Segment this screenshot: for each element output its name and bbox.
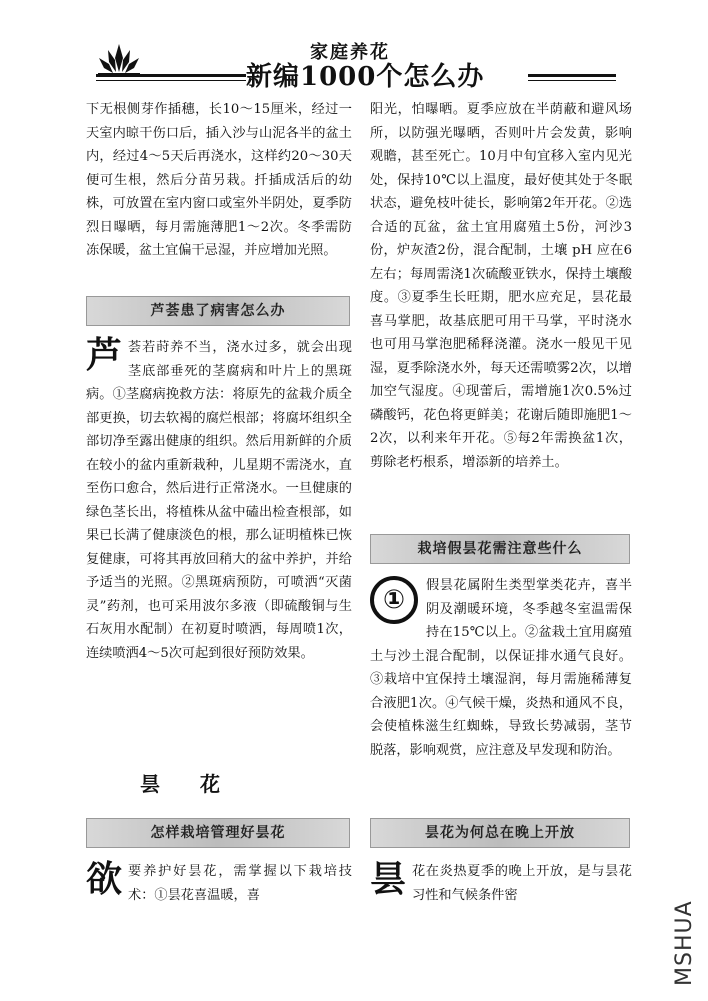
left-article-aloe [86,336,352,665]
paragraph: 要养护好昙花，需掌握以下栽培技术：①昙花喜温暖，喜 [128,864,352,903]
right-article-false-epiphyllum [370,574,632,762]
section-heading-bar: 怎样栽培管理好昙花 [86,818,350,848]
numbered-drop-cap: ① [370,576,418,624]
header-rule [528,80,616,81]
header-rule [96,74,246,77]
paragraph: 花在炎热夏季的晚上开放，是与昙花习性和气候条件密 [412,864,632,903]
paragraph: 假昙花属附生类型掌类花卉，喜半阴及潮暖环境，冬季越冬室温需保持在15℃以上。②盆栽土宜用腐殖土与沙土混合配制，以保证排水通气良好。③栽培中宜保持土壤湿润，每月需施稀薄复合液肥1次。④气候干燥，炎热和通风不良，会使植株滋生红蜘蛛，导致长势减弱，茎节脱落，影响观赏，应注意及早发现和防治。 [370,578,632,758]
watermark: MSHUA [672,900,697,986]
paragraph: 荟若莳养不当，浇水过多，就会出现茎底部垂死的茎腐病和叶片上的黑斑病。①茎腐病挽救方法：将原先的盆栽介质全部更换，切去软褐的腐烂根部；将腐坏组织全部切净至露出健康的组织。然后用新鲜的介质在较小的盆内重新栽种，儿星期不需浇水，直至伤口愈合，然后进行正常浇水。一旦健康的绿色茎长出，将植株从盆中磕出检查根部，如果已长满了健康淡色的根，那么证明植株已恢复健康，可将其再放回稍大的盆中养护，并给予适当的光照。②黑斑病预防，可喷洒“灭菌灵”药剂，也可采用波尔多液（即硫酸铜与生石灰用水配制）在初夏时喷洒，每周喷1次，连续喷洒4～5次可起到很好预防效果。 [86,340,352,661]
paragraph: 下无根侧芽作插穗，长10～15厘米，经过一天室内晾干伤口后，插入沙与山泥各半的盆土内，经过4～5天后再浇水，这样约20～30天便可生根，然后分苗另栽。扦插成活后的幼株，可放置在室内窗口或室外半阴处，夏季防烈日曝晒，每月需施薄肥1～2次。冬季需防冻保暖，盆土宜偏干忌湿，并应增加光照。 [86,102,352,258]
section-title: 昙花 [140,772,260,796]
right-column [370,98,632,474]
paragraph: 阳光，怕曝晒。夏季应放在半荫蔽和避风场所，以防强光曝晒，否则叶片会发黄，影响观瞻，甚至死亡。10月中旬宜移入室内见光处，保持10℃以上温度，最好使其处于冬眠状态，避免枝叶徒长，影响第2年开花。②选合适的瓦盆，盆土宜用腐殖土5份，河沙3份，炉灰渣2份，混合配制，土壤 pH 应在6左右；每周需浇1次硫酸亚铁水，保持土壤酸度。③夏季生长旺期，肥水应充足，昙花最喜马掌肥，故基底肥可用干马掌，平时浇水也可用马掌泡肥稀释浇灌。浇水一般见干见湿，夏季除浇水外，每天还需喷雾2次，以增加空气湿度。④现蕾后，需增施1次0.5%过磷酸钙，花色将更鲜美；花谢后随即施肥1～2次，以利来年开花。⑤每2年需换盆1次，剪除老朽根系，增添新的培养土。 [370,102,632,470]
page-header [96,40,616,98]
right-article-night-bloom [370,860,632,907]
drop-cap: 芦 [86,335,123,376]
section-heading-bar: 芦荟患了病害怎么办 [86,296,350,326]
header-rule [96,80,246,81]
left-column [86,98,352,263]
header-rule [528,74,616,77]
left-article-epiphyllum [86,860,352,907]
section-heading-bar: 栽培假昙花需注意些什么 [370,534,630,564]
book-title: 新编1000个怎么办 [246,62,485,92]
section-heading-bar: 昙花为何总在晚上开放 [370,818,630,848]
series-title: 家庭养花 [310,42,390,63]
drop-cap: 昙 [370,859,407,900]
drop-cap: 欲 [86,859,123,900]
